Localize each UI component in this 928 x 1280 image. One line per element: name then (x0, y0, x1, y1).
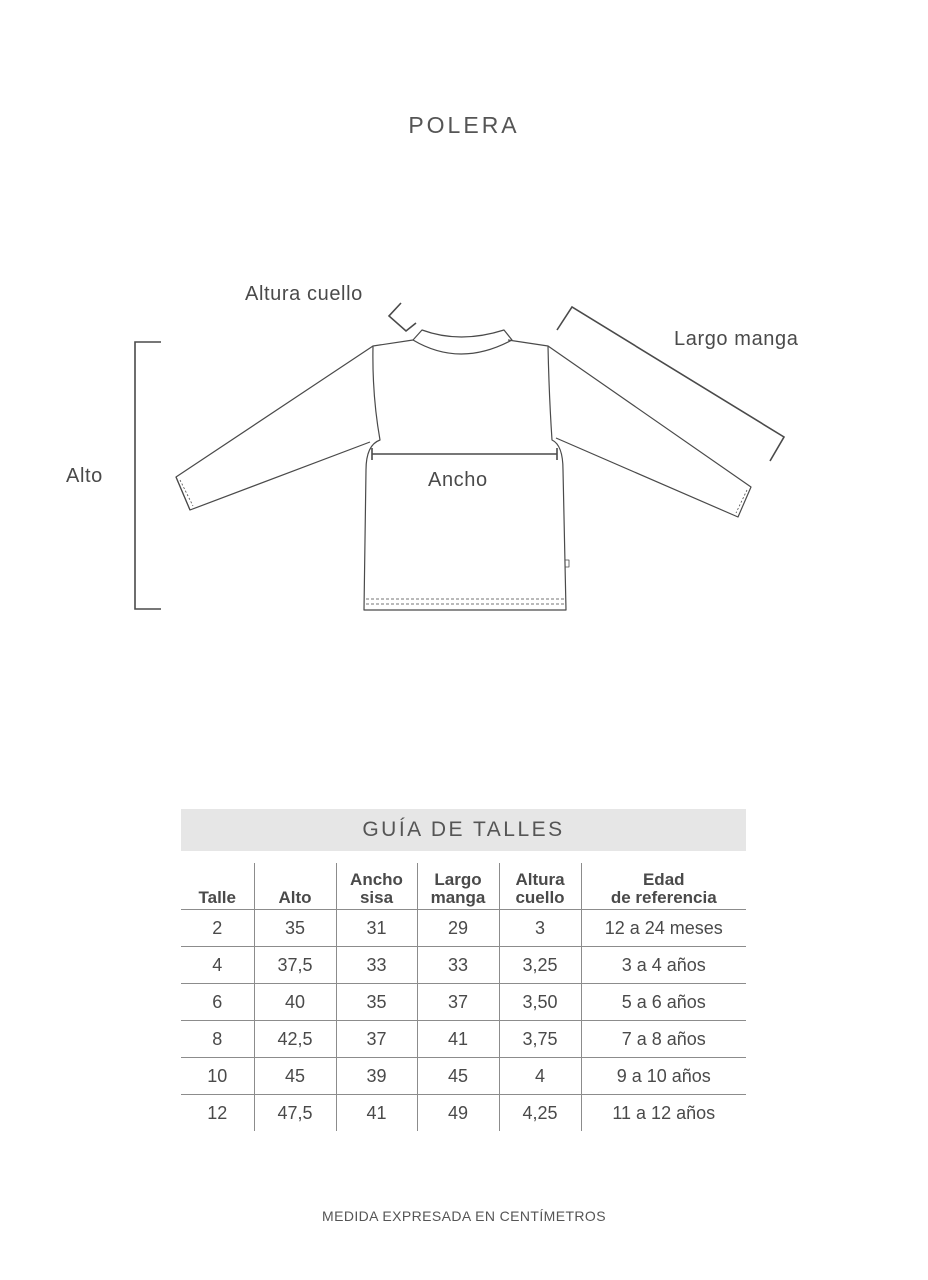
table-row (181, 947, 746, 984)
shirt-right-sleeve (548, 346, 751, 517)
table-row (181, 1095, 746, 1132)
table-cell: 47,5 (254, 1095, 336, 1132)
column-header: Altura cuello (499, 863, 581, 910)
width-label: Ancho (428, 469, 488, 491)
table-row (181, 984, 746, 1021)
table-cell: 8 (181, 1021, 254, 1058)
table-row (181, 910, 746, 947)
table-cell: 45 (417, 1058, 499, 1095)
table-cell: 35 (336, 984, 417, 1021)
shirt-collar (413, 330, 512, 354)
size-guide (181, 809, 746, 1131)
table-cell: 2 (181, 910, 254, 947)
column-header: Alto (254, 863, 336, 910)
table-row (181, 1058, 746, 1095)
height-label: Alto (66, 465, 103, 487)
table-cell: 49 (417, 1095, 499, 1132)
table-cell: 3 a 4 años (581, 947, 746, 984)
table-cell: 39 (336, 1058, 417, 1095)
column-header: Edad de referencia (581, 863, 746, 910)
table-cell: 37 (417, 984, 499, 1021)
table-cell: 9 a 10 años (581, 1058, 746, 1095)
table-cell: 5 a 6 años (581, 984, 746, 1021)
table-cell: 3,75 (499, 1021, 581, 1058)
neck-height-bracket (389, 303, 416, 331)
size-table (181, 863, 746, 1131)
table-cell: 31 (336, 910, 417, 947)
table-cell: 37,5 (254, 947, 336, 984)
table-cell: 12 (207, 1102, 228, 1123)
table-cell: 37 (336, 1021, 417, 1058)
table-cell: 7 a 8 años (581, 1021, 746, 1058)
sleeve-length-label: Largo manga (674, 328, 799, 350)
table-cell: 12 a 24 meses (581, 910, 746, 947)
table-cell: 3,50 (499, 984, 581, 1021)
table-cell: 40 (254, 984, 336, 1021)
table-header-row (181, 863, 746, 910)
table-cell: 4 (181, 947, 254, 984)
size-guide-title: GUÍA DE TALLES (181, 809, 746, 851)
table-cell: 45 (254, 1058, 336, 1095)
table-cell: 11 a 12 años (581, 1095, 746, 1132)
table-cell: 10 (181, 1058, 254, 1095)
neck-height-label: Altura cuello (245, 283, 363, 305)
footer-note: MEDIDA EXPRESADA EN CENTÍMETROS (322, 1208, 606, 1224)
table-cell: 33 (336, 947, 417, 984)
page-title: POLERA (408, 112, 520, 138)
table-cell: 29 (417, 910, 499, 947)
height-bracket (135, 342, 161, 609)
table-row (181, 1021, 746, 1058)
table-cell: 6 (181, 984, 254, 1021)
table-cell: 4 (499, 1058, 581, 1095)
table-cell: 3 (499, 910, 581, 947)
table-cell: 41 (417, 1021, 499, 1058)
column-header: Talle (181, 863, 254, 910)
table-cell: 42,5 (254, 1021, 336, 1058)
column-header: Largo manga (417, 863, 499, 910)
table-cell: 41 (336, 1095, 417, 1132)
table-cell: 33 (417, 947, 499, 984)
column-header: Ancho sisa (336, 863, 417, 910)
table-cell: 4,25 (499, 1095, 581, 1132)
table-cell: 35 (254, 910, 336, 947)
shirt-left-sleeve (176, 346, 373, 510)
table-cell: 3,25 (499, 947, 581, 984)
